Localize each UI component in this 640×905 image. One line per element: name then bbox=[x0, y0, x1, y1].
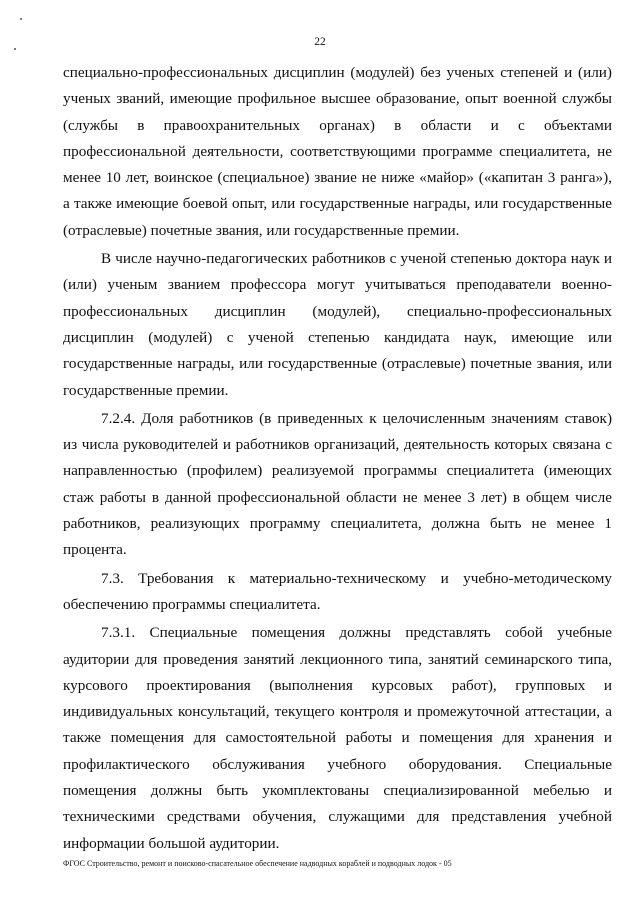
paragraph-continuation: специально-профессиональных дисциплин (модулей) без ученых степеней и (или) ученых званий, имеющие профильное высшее образование, опыт военной службы (службы в правоохранительных органах) в области и с объектами профессиональной деятельности, соответствующими программе специалитета, не менее 10 лет, воинское (специальное) звание не ниже «майор» («капитан 3 ранга»), а также имеющие боевой опыт, или государственные награды, или государственные (отраслевые) почетные звания, или государственные премии. bbox=[63, 64, 612, 239]
document-body bbox=[63, 60, 612, 857]
paragraph-7-3-1: 7.3.1. Специальные помещения должны представлять собой учебные аудитории для проведения занятий лекционного типа, занятий семинарского типа, курсового проектирования (выполнения курсовых работ), групповых и индивидуальных консультаций, текущего контроля и промежуточной аттестации, а также помещения для самостоятельной работы и помещения для хранения и профилактического обслуживания учебного оборудования. Специальные помещения должны быть укомплектованы специализированной мебелью и техническими средствами обучения, служащими для представления учебной информации большой аудитории. bbox=[63, 624, 612, 852]
scan-speck bbox=[20, 18, 22, 20]
scan-speck bbox=[14, 48, 16, 50]
paragraph-doctoral-staff: В числе научно-педагогических работников с ученой степенью доктора наук и (или) ученым званием профессора могут учитываться преподаватели военно-профессиональных дисциплин (модулей), специально-профессиональных дисциплин (модулей) с ученой степенью кандидата наук, имеющие или государственные награды, или государственные (отраслевые) почетные звания, или государственные премии. bbox=[63, 250, 612, 399]
page-number: 22 bbox=[314, 36, 326, 48]
paragraph-7-3: 7.3. Требования к материально-техническому и учебно-методическому обеспечению программы специалитета. bbox=[63, 569, 612, 613]
paragraph-7-2-4: 7.2.4. Доля работников (в приведенных к целочисленным значениям ставок) из числа руководителей и работников организаций, деятельность которых связана с направленностью (профилем) реализуемой программы специалитета (имеющих стаж работы в данной профессиональной области не менее 3 лет) в общем числе работников, реализующих программу специалитета, должна быть не менее 1 процента. bbox=[63, 409, 612, 559]
document-footer: ФГОС Строительство, ремонт и поисково-спасательное обеспечение надводных кораблей и подводных лодок - 05 bbox=[63, 859, 452, 868]
